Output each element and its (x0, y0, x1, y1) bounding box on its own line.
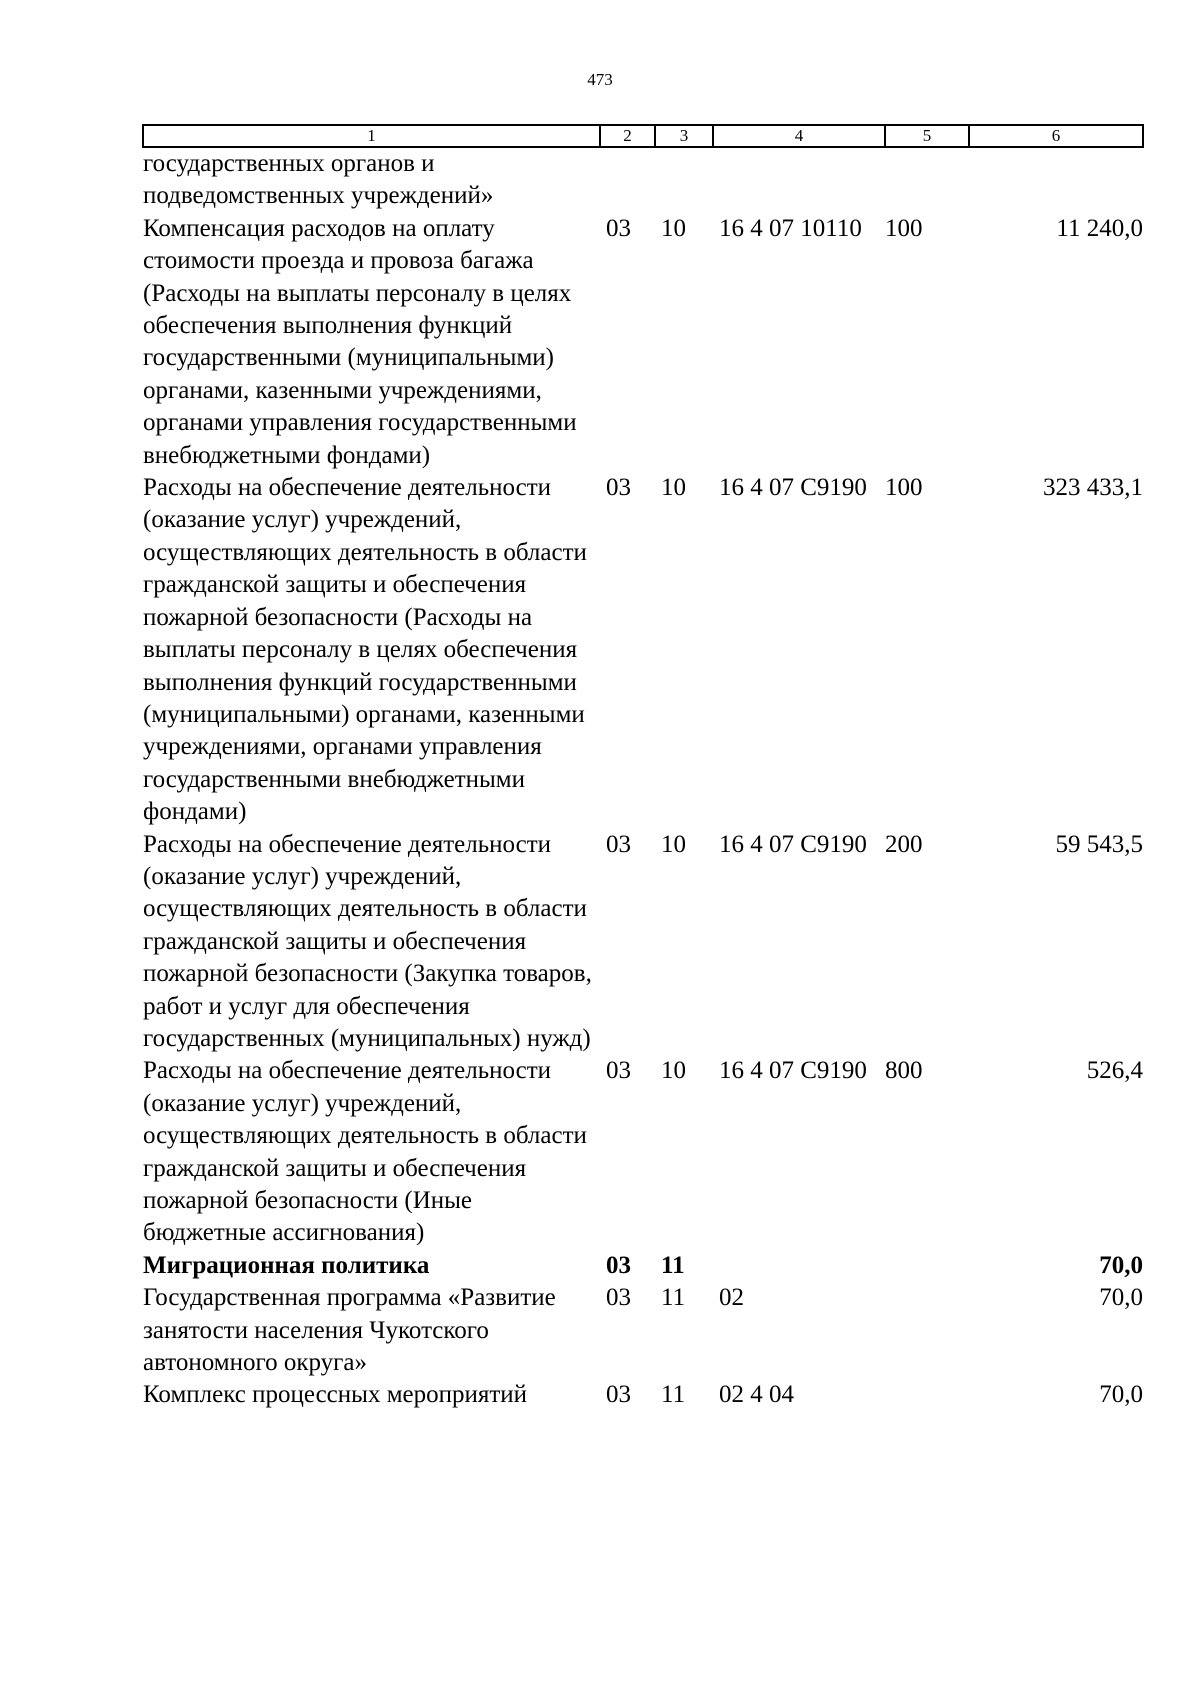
row-section: 03 (606, 1057, 631, 1085)
row-target-article: 02 (719, 1284, 744, 1312)
column-number-row (143, 125, 1143, 147)
budget-table (142, 124, 1144, 1412)
row-section: 03 (606, 474, 631, 502)
row-target-article (713, 147, 885, 213)
row-name: Миграционная политика (143, 1251, 430, 1279)
row-name: Расходы на обеспечение деятельности (оказание услуг) учреждений, осуществляющих деятельность в области гражданской защиты и обеспечения пожарной безопасности (Расходы на выплаты персоналу в целях обеспечения выполнения функций государственными (муниципальными) органами, казенными учреждениями, органами управления государственными внебюджетными фондами) (143, 474, 587, 826)
header-col-4: 4 (713, 125, 885, 147)
row-subsection (655, 147, 713, 213)
row-expense-type: 100 (885, 214, 923, 242)
row-target-article: 16 4 07 С9190 (719, 1057, 867, 1085)
row-subsection: 11 (661, 1284, 686, 1312)
row-target-article (713, 1250, 885, 1282)
table-row (143, 1379, 1143, 1411)
row-expense-type: 200 (885, 830, 923, 858)
table-row (143, 472, 1143, 828)
row-name: Комплекс процессных мероприятий (143, 1381, 528, 1409)
row-name: Расходы на обеспечение деятельности (оказание услуг) учреждений, осуществляющих деятельность в области гражданской защиты и обеспечения пожарной безопасности (Закупка товаров, работ и услуг для обеспечения государственных (муниципальных) нужд) (143, 830, 592, 1052)
row-expense-type (885, 1250, 969, 1282)
row-section: 03 (606, 1251, 631, 1279)
row-section (600, 147, 655, 213)
table-row (143, 1055, 1143, 1249)
row-amount: 323 433,1 (1043, 474, 1143, 502)
row-section: 03 (606, 1381, 631, 1409)
row-subsection: 10 (661, 830, 686, 858)
row-amount: 59 543,5 (1055, 830, 1143, 858)
row-expense-type (885, 1282, 969, 1379)
table-row (143, 147, 1143, 213)
row-amount: 11 240,0 (1056, 214, 1143, 242)
row-subsection: 10 (661, 1057, 686, 1085)
row-section: 03 (606, 1284, 631, 1312)
row-amount: 70,0 (1099, 1381, 1143, 1409)
row-amount: 70,0 (1099, 1284, 1143, 1312)
row-section: 03 (606, 214, 631, 242)
header-col-5: 5 (885, 125, 969, 147)
row-name: государственных органов и подведомственных учреждений» (143, 150, 494, 210)
header-col-2: 2 (600, 125, 655, 147)
row-name: Компенсация расходов на оплату стоимости проезда и провоза багажа (Расходы на выплаты персоналу в целях обеспечения выполнения функций государственными (муниципальными) органами, казенными учреждениями, органами управления государственными внебюджетными фондами) (143, 214, 577, 469)
row-subsection: 11 (661, 1251, 685, 1279)
row-name: Государственная программа «Развитие занятости населения Чукотского автономного округа» (143, 1284, 556, 1377)
table-row (143, 829, 1143, 1056)
row-amount: 526,4 (1086, 1057, 1143, 1085)
header-col-3: 3 (655, 125, 713, 147)
header-col-1: 1 (143, 125, 600, 147)
row-target-article: 16 4 07 10110 (719, 214, 862, 242)
row-target-article: 16 4 07 С9190 (719, 830, 867, 858)
row-subsection: 10 (661, 474, 686, 502)
row-expense-type: 100 (885, 474, 923, 502)
page-number: 473 (587, 70, 613, 89)
header-col-6: 6 (969, 125, 1143, 147)
row-subsection: 10 (661, 214, 686, 242)
row-target-article: 16 4 07 С9190 (719, 474, 867, 502)
row-name: Расходы на обеспечение деятельности (оказание услуг) учреждений, осуществляющих деятельность в области гражданской защиты и обеспечения пожарной безопасности (Иные бюджетные ассигнования) (143, 1057, 587, 1247)
row-target-article: 02 4 04 (719, 1381, 794, 1409)
row-expense-type: 800 (885, 1057, 923, 1085)
row-subsection: 11 (661, 1381, 686, 1409)
row-section: 03 (606, 830, 631, 858)
table-row (143, 213, 1143, 472)
row-expense-type (885, 147, 969, 213)
row-amount (969, 147, 1143, 213)
row-expense-type (885, 1379, 969, 1411)
table-row (143, 1282, 1143, 1379)
table-row (143, 1250, 1143, 1282)
row-amount: 70,0 (1099, 1251, 1143, 1279)
